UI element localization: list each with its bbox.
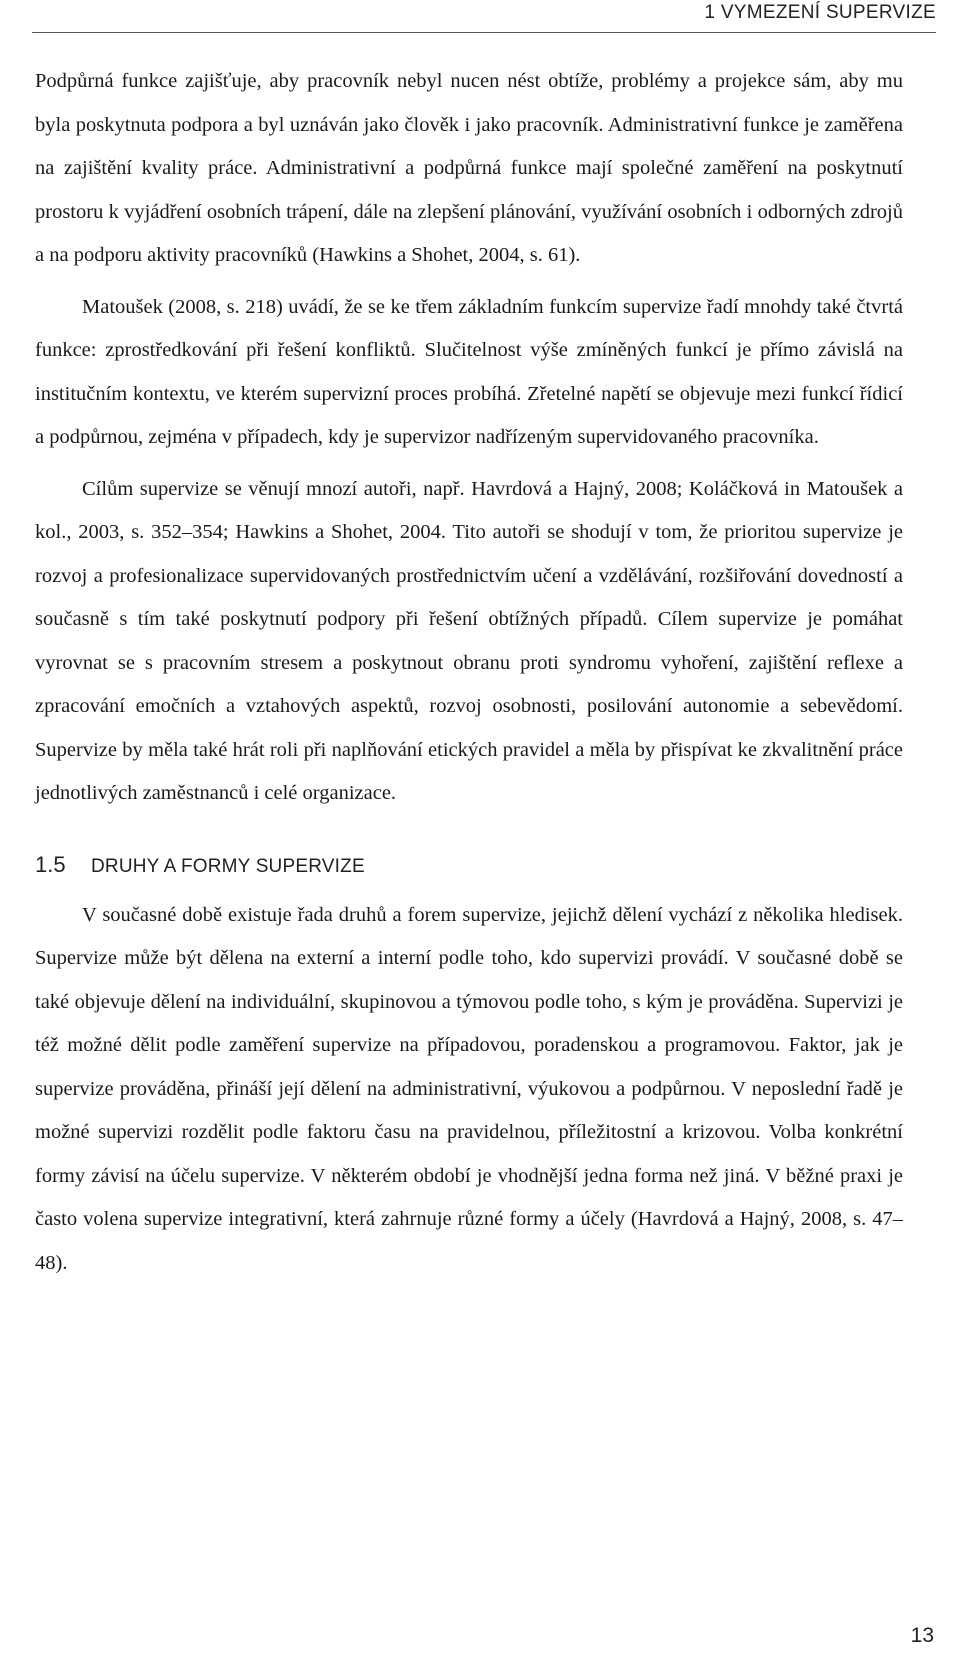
section-title: DRUHY A FORMY SUPERVIZE: [91, 855, 365, 877]
section-heading: [35, 836, 903, 894]
page-body: [35, 60, 903, 1285]
page-number: 13: [910, 1624, 934, 1647]
running-header: 1 VYMEZENÍ SUPERVIZE: [704, 2, 936, 23]
paragraph-supervision-goals: Cílům supervize se věnují mnozí autoři, např. Havrdová a Hajný, 2008; Koláčková in Matoušek a kol., 2003, s. 352–354; Hawkins a Shohet, 2004. Tito autoři se shodují v tom, že prioritou supervize je rozvoj a profesionalizace supervidovaných prostřednictvím učení a vzdělávání, rozšiřování dovedností a současně s tím také poskytnutí podpory při řešení obtížných případů. Cílem supervize je pomáhat vyrovnat se s pracovním stresem a poskytnout obranu proti syndromu vyhoření, zajištění reflexe a zpracování emočních a vztahových aspektů, rozvoj osobnosti, posilování autonomie a sebevědomí. Supervize by měla také hrát roli při naplňování etických pravidel a měla by přispívat ke zkvalitnění práce jednotlivých zaměstnanců i celé organizace.: [35, 477, 903, 804]
section-number: 1.5: [35, 851, 66, 877]
header-rule: [32, 32, 936, 33]
paragraph-support-function: Podpůrná funkce zajišťuje, aby pracovník nebyl nucen nést obtíže, problémy a projekce sám, aby mu byla poskytnuta podpora a byl uznáván jako člověk i jako pracovník. Administrativní funkce je zaměřena na zajištění kvality práce. Administrativní a podpůrná funkce mají společné zaměření na poskytnutí prostoru k vyjádření osobních trápení, dále na zlepšení plánování, využívání osobních i odborných zdrojů a na podporu aktivity pracovníků (Hawkins a Shohet, 2004, s. 61).: [35, 70, 903, 266]
paragraph-types-of-supervision: V současné době existuje řada druhů a forem supervize, jejichž dělení vychází z několika hledisek. Supervize může být dělena na externí a interní podle toho, kdo supervizi provádí. V současné době se také objevuje dělení na individuální, skupinovou a týmovou podle toho, s kým je prováděna. Supervizi je též možné dělit podle zaměření supervize na případovou, poradenskou a programovou. Faktor, jak je supervize prováděna, přináší její dělení na administrativní, výukovou a podpůrnou. V neposlední řadě je možné supervizi rozdělit podle faktoru času na pravidelnou, příležitostní a krizovou. Volba konkrétní formy závisí na účelu supervize. V některém období je vhodnější jedna forma než jiná. V běžné praxi je často volena supervize integrativní, která zahrnuje různé formy a účely (Havrdová a Hajný, 2008, s. 47–48).: [35, 903, 903, 1274]
paragraph-matousek: Matoušek (2008, s. 218) uvádí, že se ke třem základním funkcím supervize řadí mnohdy také čtvrtá funkce: zprostředkování při řešení konfliktů. Slučitelnost výše zmíněných funkcí je přímo závislá na institučním kontextu, ve kterém supervizní proces probíhá. Zřetelné napětí se objevuje mezi funkcí řídicí a podpůrnou, zejména v případech, kdy je supervizor nadřízeným supervidovaného pracovníka.: [35, 295, 903, 448]
